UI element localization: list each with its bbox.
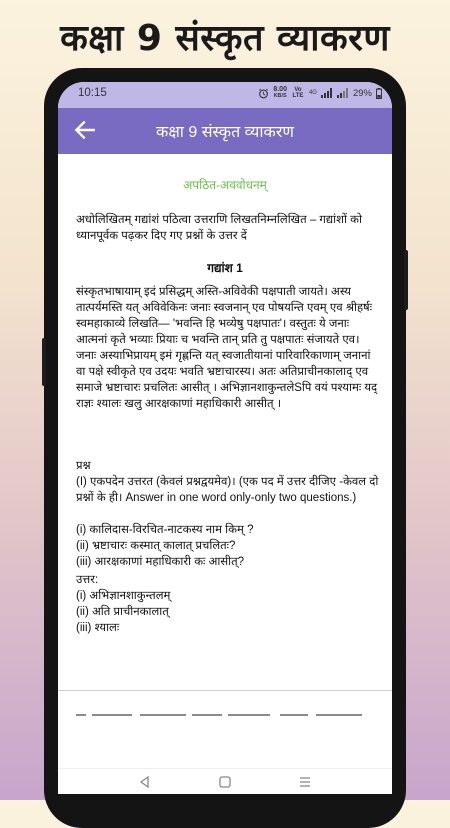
net-speed — [273, 86, 287, 100]
answer-label: उत्तर: — [76, 574, 99, 586]
question-item: (ii) भ्रष्टाचारः कस्मात् कालात् प्रचलितः? — [76, 540, 236, 552]
signal-icon — [337, 88, 349, 98]
passage-heading: गद्यांश 1 — [207, 261, 243, 275]
status-icons — [258, 86, 382, 100]
phone-side-button — [404, 250, 408, 310]
question-intro: (I) एकपदेन उत्तरत (केवलं प्रश्नद्वयमेव)। (एक पद में उत्तर दीजिए -केवल दो प्रश्नों के ही। Answer in one word only-only two questions.) — [76, 476, 379, 504]
triangle-back-icon[interactable] — [136, 773, 154, 791]
network-type: Vo LTE — [292, 87, 304, 99]
signal-label: 4G — [308, 90, 317, 96]
alarm-icon — [258, 88, 269, 99]
signal-icon — [321, 88, 333, 98]
status-time: 10:15 — [78, 87, 107, 99]
question-item: (iii) आरक्षकाणां महाधिकारी कः आसीत्? — [76, 556, 245, 568]
app-bar — [58, 108, 392, 154]
answer-item: (i) अभिज्ञानशाकुन्तलम् — [76, 590, 171, 602]
divider — [58, 690, 392, 691]
status-bar — [58, 82, 392, 108]
menu-lines-icon[interactable] — [296, 773, 314, 791]
net-speed-unit: KB/S — [273, 93, 287, 99]
navigation-bar — [58, 768, 392, 794]
question-label: प्रश्न — [76, 460, 91, 472]
app-bar-title: कक्षा 9 संस्कृत व्याकरण — [156, 124, 294, 141]
passage-text: संस्कृतभाषायाम् इदं प्रसिद्धम् अस्ति-अविवेकी पक्षपाती जायते। अस्य तात्पर्यमस्ति यत् अविवेकिनः जनाः स्वजनान् एव पोषयन्ति एवम् एव श्रीहर्षः स्वमहाकाव्ये लिखति— 'भवन्ति हि भव्येषु पक्षपातः'। वस्तुतः ये जनाः आत्मनां कृते भव्याः प्रियाः च भवन्ति तान् प्रति तु पक्षपातः संजायते एव। जनाः अस्याभिप्रायम् इमं गृह्णन्ति यत् स्वजातीयानां पारिवारिकाणाम् जनानां वा पक्षे स्वीकृते एव उदयः भवति भ्रष्टाचारस्य। अतः अतिप्राचीनकालाद् एव समाजे भ्रष्टाचारः प्रचलितः आसीत् । अभिज्ञानशाकुन्तलेSपि वयं पश्यामः यद् राज्ञः श्यालः खलु आरक्षकाणां महाधिकारी आसीत् । — [76, 286, 378, 410]
promo-title: कक्षा 9 संस्कृत व्याकरण — [60, 18, 390, 59]
instruction-text: अधोलिखितम् गद्यांशं पठित्वा उत्तराणि लिखतनिम्नलिखित – गद्यांशों को ध्यानपूर्वक पढ़कर दिए गए प्रश्नों के उत्तर दें — [76, 214, 362, 242]
phone-screen — [58, 82, 392, 794]
answer-item: (iii) श्यालः — [76, 622, 120, 634]
battery-percent: 29% — [352, 87, 372, 99]
section-title: अपठित-अववोधनम् — [183, 178, 267, 192]
question-item: (i) कालिदास-विरचित-नाटकस्य नाम किम् ? — [76, 524, 254, 536]
square-home-icon[interactable] — [216, 773, 234, 791]
content-area[interactable] — [58, 154, 392, 690]
phone-side-button — [42, 338, 46, 386]
net-speed-value: 8.00 — [273, 86, 287, 93]
answer-item: (ii) अति प्राचीनकालात् — [76, 606, 169, 618]
battery-icon — [376, 88, 382, 99]
